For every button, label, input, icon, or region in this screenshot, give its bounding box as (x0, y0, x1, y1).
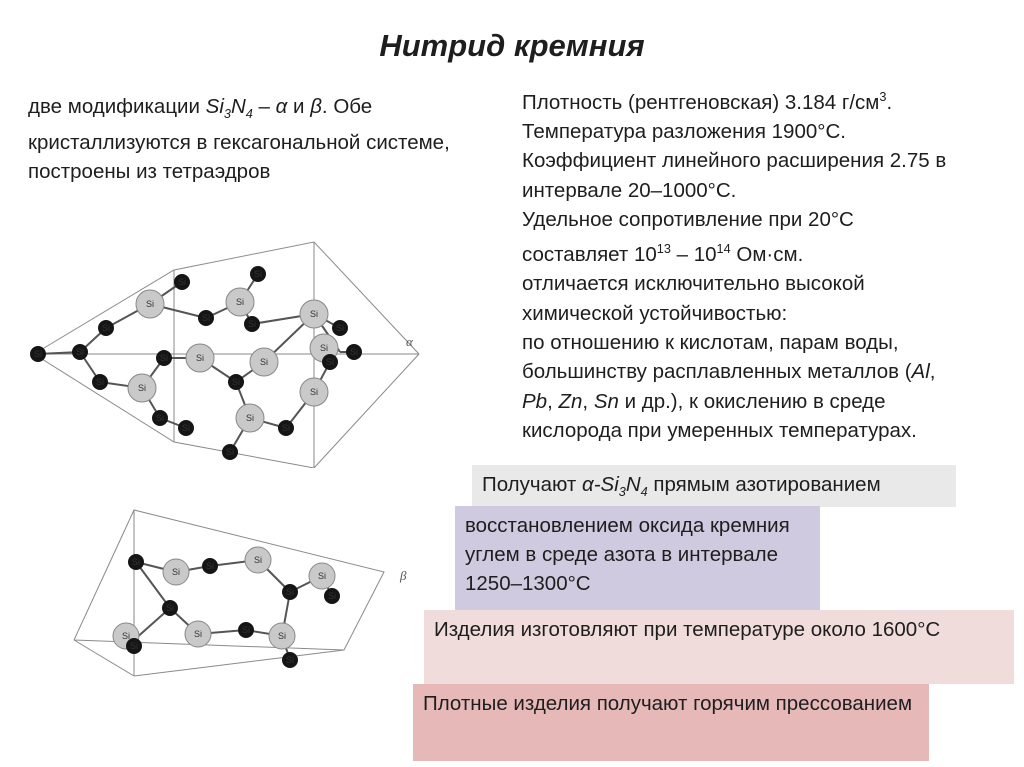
silicon-atom-label: Si (137, 383, 147, 393)
manufacturing-temp-box: Изделия изготовляют при температуре около 1600°С (424, 610, 1014, 684)
silicon-atom-label: Si (349, 347, 359, 357)
resist-c: Ом·см. (730, 243, 804, 267)
stab5-a: , (547, 389, 559, 413)
silicon-atom-label: Si (193, 629, 203, 639)
intro-and: и (287, 95, 311, 118)
silicon-atom-label: Si (247, 319, 257, 329)
intro-part1: две модификации (28, 95, 206, 118)
stab4-a: большинству расплавленных металлов ( (522, 360, 912, 384)
silicon-atom-label: Si (231, 377, 241, 387)
page-title: Нитрид кремния (379, 28, 645, 63)
resist-sup1: 13 (656, 241, 671, 257)
silicon-atom-label: Si (253, 269, 263, 279)
silicon-atom-label: Si (241, 625, 251, 635)
silicon-atom-label: Si (129, 641, 139, 651)
box1-a: Получают (482, 473, 582, 496)
silicon-atom-label: Si (201, 313, 211, 323)
resist-b: – 10 (670, 243, 717, 267)
properties-text (522, 82, 1017, 445)
silicon-atom-label: Si (319, 343, 329, 353)
density-text: Плотность (рентгеновская) 3.184 г/см (522, 90, 880, 114)
silicon-atom-label: Si (285, 587, 295, 597)
silicon-atom-label: Si (277, 631, 287, 641)
silicon-atom-label: Si (181, 423, 191, 433)
expansion-line-2: интервале 20–1000°С. (522, 178, 737, 202)
stability-line-5 (522, 387, 1017, 416)
stability-line-4 (522, 357, 1017, 386)
silicon-atom-label: Si (245, 413, 255, 423)
resist-sup2: 14 (716, 241, 731, 257)
silicon-atom-label: Si (285, 655, 295, 665)
intro-part3: . Обе кристаллизуются в гексагональной системе, построены из тетраэдров (28, 95, 450, 184)
silicon-atom-label: Si (101, 323, 111, 333)
resist-a: составляет 10 (522, 243, 657, 267)
stability-line-3: по отношению к кислотам, парам воды, (522, 331, 899, 355)
stab5-zn: Zn (558, 389, 583, 413)
beta-symbol: β (310, 95, 322, 118)
density-sup: 3 (879, 89, 887, 104)
silicon-atom-label: Si (131, 557, 141, 567)
intro-dash: – (252, 95, 276, 118)
silicon-atom-label: Si (95, 377, 105, 387)
silicon-atom-label: Si (235, 297, 245, 307)
silicon-atom-label: Si (281, 423, 291, 433)
silicon-atom-label: Si (121, 631, 131, 641)
resistance-line-1: Удельное сопротивление при 20°С (522, 208, 854, 232)
stability-line-1: отличается исключительно высокой (522, 272, 865, 296)
silicon-atom-label: Si (205, 561, 215, 571)
silicon-atom-label: Si (195, 353, 205, 363)
silicon-atom-label: Si (159, 353, 169, 363)
silicon-atom-label: Si (309, 309, 319, 319)
silicon-atom-label: Si (165, 603, 175, 613)
silicon-atom-label: Si (325, 357, 335, 367)
stab4-b: , (929, 360, 936, 384)
silicon-atom-label: Si (253, 555, 263, 565)
silicon-atom-label: Si (75, 347, 85, 357)
hot-pressing-box: Плотные изделия получают горячим прессованием (413, 684, 929, 761)
stab5-c: и др.), к окислению в среде (618, 389, 886, 413)
beta-structure-diagram (64, 500, 424, 680)
stab5-sn: Sn (593, 389, 619, 413)
silicon-atom-label: Si (171, 567, 181, 577)
intro-text (28, 92, 518, 186)
alpha-diagram-label: α (406, 334, 413, 349)
decomposition-line: Температура разложения 1900°С. (522, 120, 846, 144)
silicon-atom-label: Si (317, 571, 327, 581)
box1-formula: $\alpha-Si_3N_4$ (582, 473, 648, 500)
method-direct-nitriding-box (472, 465, 956, 507)
alpha-structure-diagram (24, 232, 444, 468)
silicon-atom-label: Si (33, 349, 43, 359)
density-line (522, 82, 1017, 117)
stab5-b: , (582, 389, 594, 413)
silicon-atom-label: Si (155, 413, 165, 423)
silicon-atom-label: Si (259, 357, 269, 367)
stab5-pb: Pb (522, 389, 548, 413)
alpha-symbol: α (275, 95, 288, 118)
density-end: . (886, 90, 893, 114)
expansion-line-1: Коэффициент линейного расширения 2.75 в (522, 149, 947, 173)
stability-line-2: химической устойчивостью: (522, 301, 788, 325)
beta-diagram-label: β (400, 568, 407, 583)
stab4-al: Al (911, 360, 930, 384)
stability-line-6: кислорода при умеренных температурах. (522, 418, 917, 442)
silicon-atom-label: Si (225, 447, 235, 457)
silicon-atom-label: Si (335, 323, 345, 333)
silicon-atom-label: Si (327, 591, 337, 601)
silicon-atom-label: Si (309, 387, 319, 397)
intro-formula: $Si_3N_4$ (205, 95, 253, 122)
silicon-atom-label: Si (177, 277, 187, 287)
box1-b: прямым азотированием (647, 473, 881, 496)
silicon-atom-label: Si (145, 299, 155, 309)
resistance-line-2 (522, 234, 1017, 269)
method-reduction-box: восстановлением оксида кремния углем в среде азота в интервале 1250–1300°С (455, 506, 820, 610)
